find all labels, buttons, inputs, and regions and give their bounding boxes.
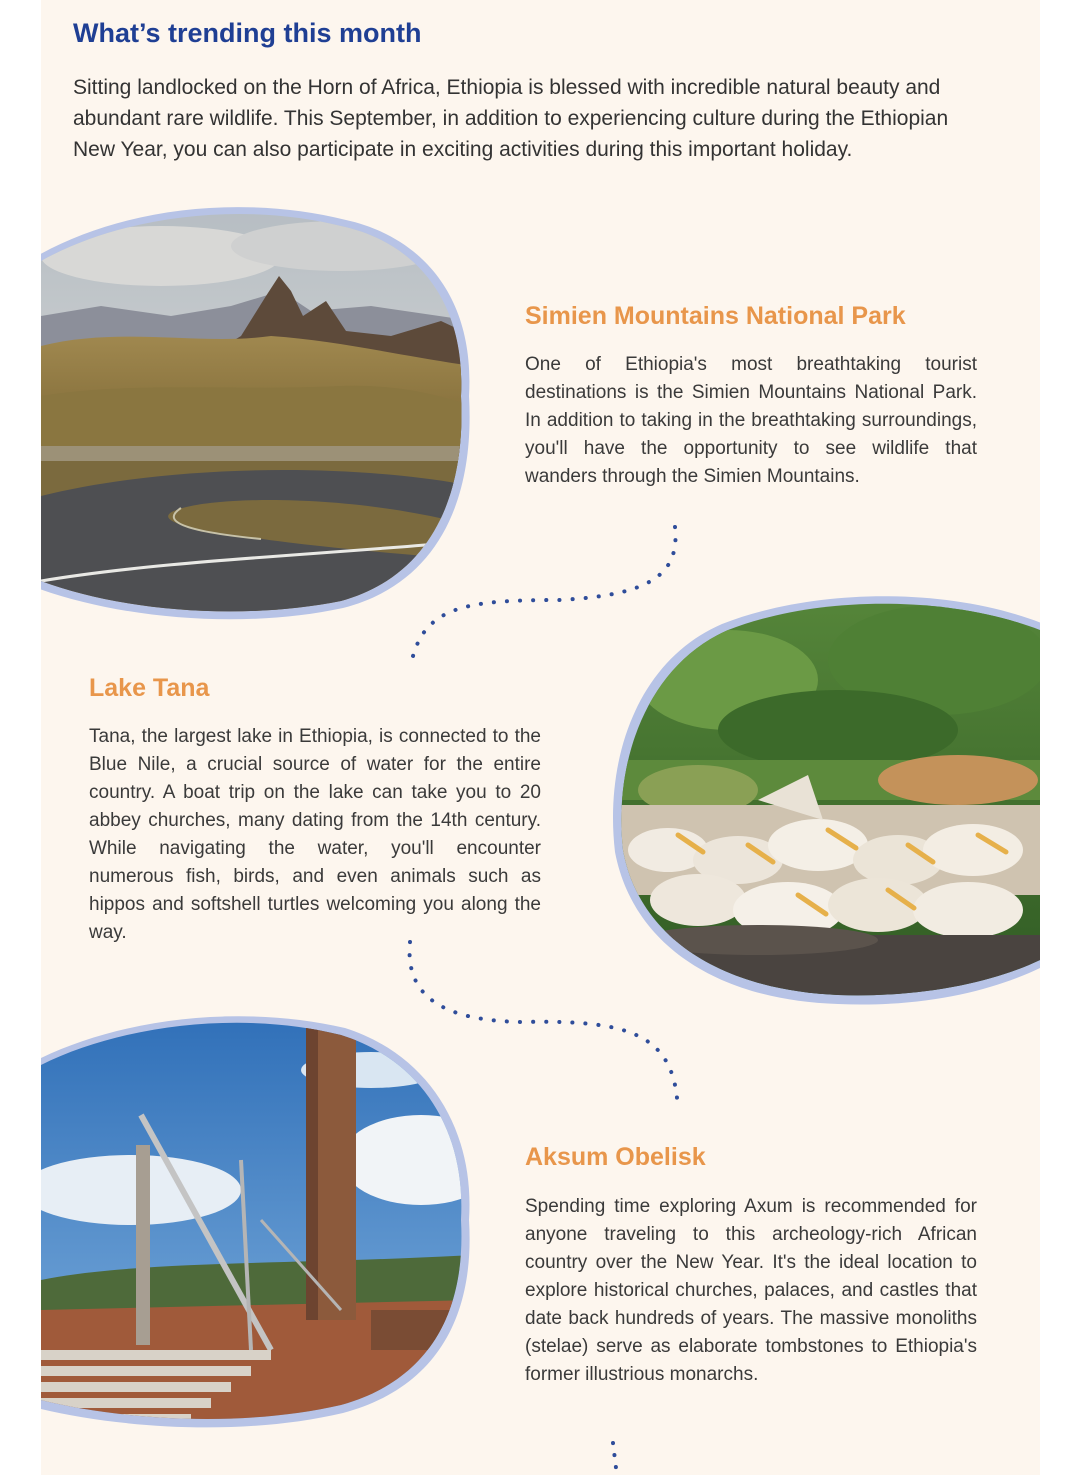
section-title-lake-tana: Lake Tana	[89, 674, 210, 702]
dotted-connector-3	[613, 1443, 616, 1468]
dotted-connector-2	[410, 942, 677, 1098]
section-body-simien: One of Ethiopia's most breathtaking tourist destinations is the Simien Mountains National Park. In addition to taking in the breathtaking surroundings, you'll have the opportunity to see wildlife that wanders through the Simien Mountains.	[525, 354, 977, 487]
section-title-simien: Simien Mountains National Park	[525, 302, 906, 330]
section-body-lake-tana: Tana, the largest lake in Ethiopia, is connected to the Blue Nile, a crucial source of water for the entire country. A boat trip on the lake can take you to 20 abbey churches, many dating from the 14th century. While navigating the water, you'll encounter numerous fish, birds, and even animals such as hippos and softshell turtles welcoming you along the way.	[89, 726, 541, 943]
dotted-connector-1	[412, 527, 676, 660]
page-title: What’s trending this month	[73, 18, 422, 48]
section-title-aksum: Aksum Obelisk	[525, 1143, 706, 1171]
intro-paragraph: Sitting landlocked on the Horn of Africa, Ethiopia is blessed with incredible natural beauty and abundant rare wildlife. This September, in addition to experiencing culture during the Ethiopian New Year, you can also participate in exciting activities during this important holiday.	[73, 76, 949, 161]
section-body-aksum: Spending time exploring Axum is recommended for anyone traveling to this archeology-rich African country over the New Year. It's the ideal location to explore historical churches, palaces, and castles that date back hundreds of years. The massive monoliths (stelae) serve as elaborate tombstones to Ethiopia's former illustrious monarchs.	[525, 1196, 977, 1385]
